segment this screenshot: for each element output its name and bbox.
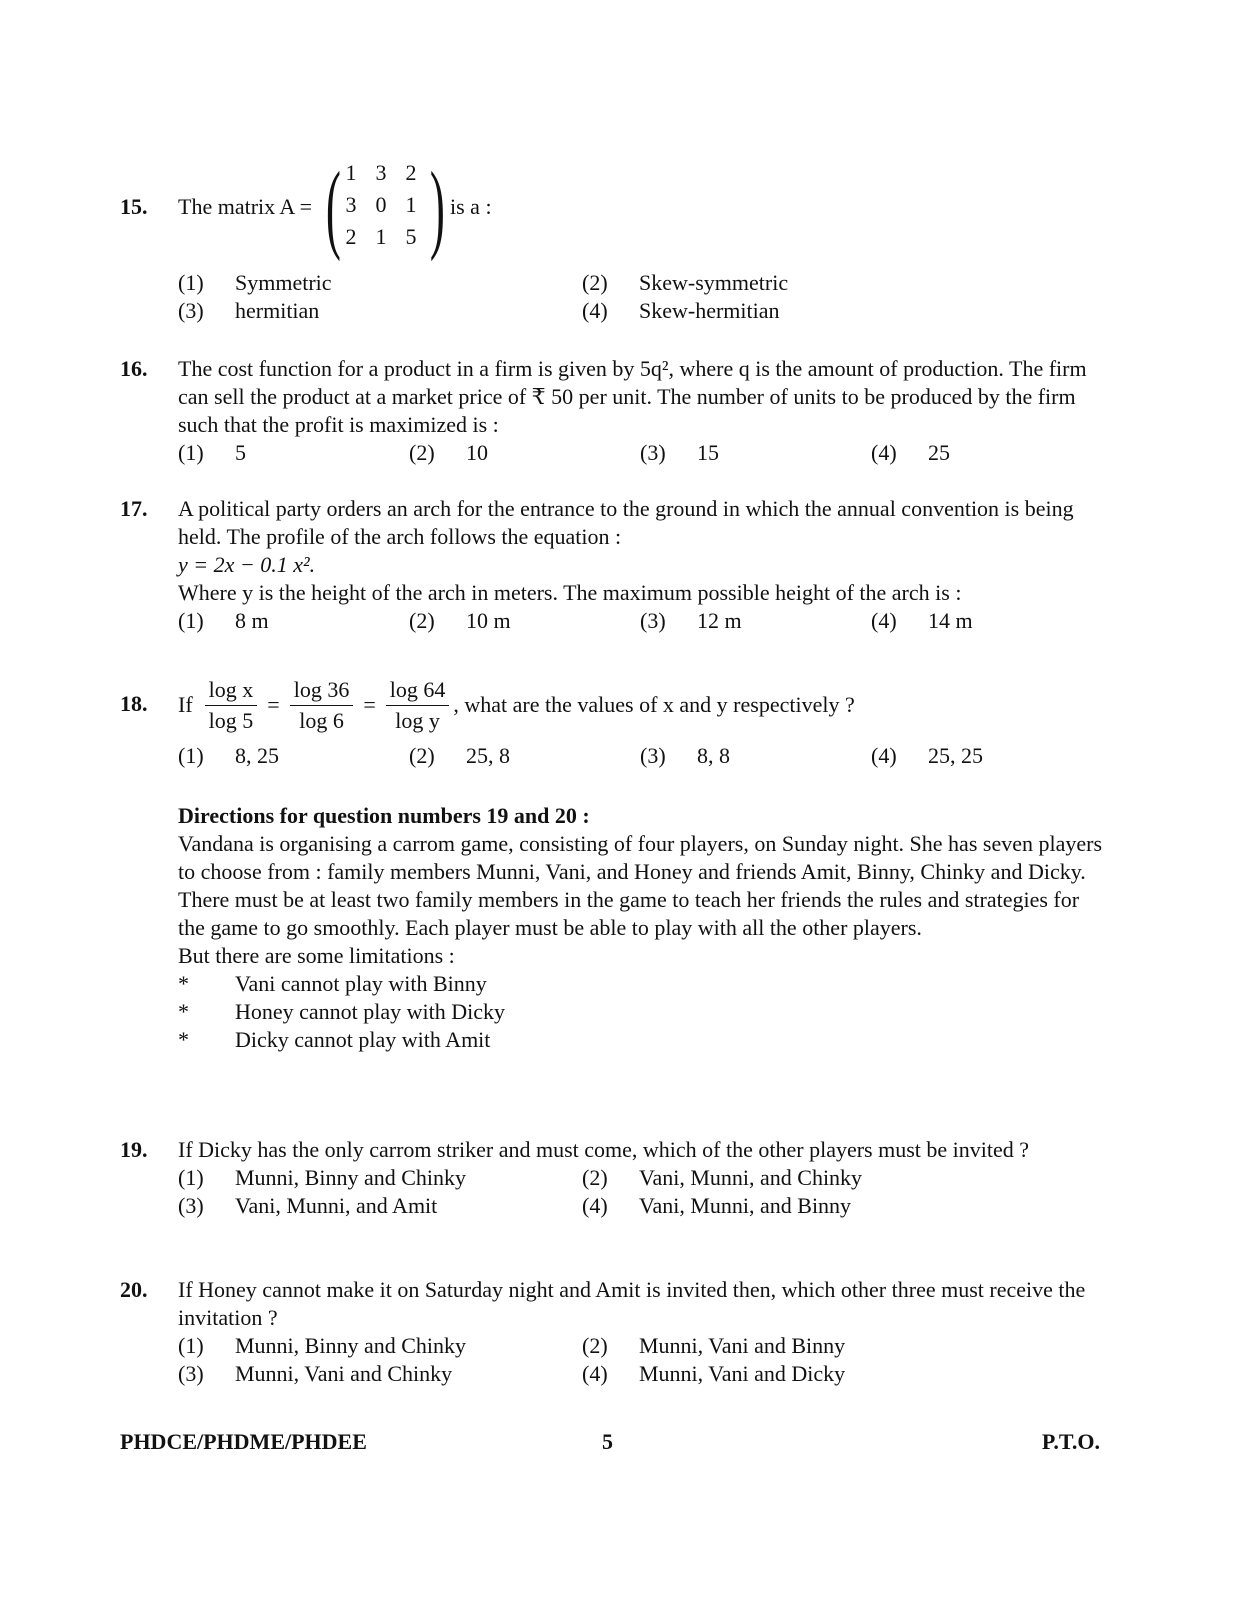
option-4[interactable]: (4) Vani, Munni, and Binny <box>582 1193 852 1218</box>
option-1[interactable]: (1) 8 m <box>178 608 269 633</box>
matrix-cell: 3 <box>345 192 357 217</box>
options <box>178 269 1110 325</box>
pto-label: P.T.O. <box>1041 1429 1100 1454</box>
question-tail: , what are the values of x and y respectively ? <box>453 692 855 717</box>
matrix-cell: 2 <box>345 224 357 249</box>
question-17 <box>120 495 1110 635</box>
question-text: If Dicky has the only carrom striker and must come, which of the other players must be invited ? <box>178 1137 1030 1162</box>
option-1[interactable]: (1) Munni, Binny and Chinky <box>178 1165 467 1190</box>
option-3[interactable]: (3) 12 m <box>640 608 742 633</box>
question-20 <box>120 1276 1110 1388</box>
matrix-cell: 3 <box>375 160 387 185</box>
question-16 <box>120 355 1110 467</box>
matrix-grid <box>336 159 426 255</box>
option-3[interactable]: (3) 8, 8 <box>640 743 730 768</box>
matrix-cell: 2 <box>405 160 417 185</box>
option-1[interactable]: (1) 8, 25 <box>178 743 279 768</box>
matrix-cell: 1 <box>375 224 387 249</box>
page-number: 5 <box>602 1429 613 1454</box>
question-18 <box>120 674 1110 770</box>
question-number: 17. <box>120 496 148 521</box>
directions-paragraph-1: Vandana is organising a carrom game, consisting of four players, on Sunday night. She has seven players to choose from : family members Munni, Vani, and Honey and friends Amit, Binny, Chinky and Dicky. <box>178 831 1102 884</box>
option-2[interactable]: (2) Munni, Vani and Binny <box>582 1333 846 1358</box>
option-4[interactable]: (4) 14 m <box>871 608 973 633</box>
directions-heading: Directions for question numbers 19 and 20 : <box>178 803 590 828</box>
options <box>178 1164 1110 1220</box>
option-2[interactable]: (2) 25, 8 <box>409 743 510 768</box>
directions-paragraph-2: There must be at least two family members in the game to teach her friends the rules and strategies for the game to go smoothly. Each player must be able to play with all the other players. <box>178 887 1080 940</box>
fraction-2: $\frac{\log 36}{\log 6}$ <box>290 675 354 736</box>
question-number: 19. <box>120 1137 148 1162</box>
question-stem <box>178 151 1110 262</box>
paper-code: PHDCE/PHDME/PHDEE <box>120 1429 367 1454</box>
options <box>178 1332 1110 1388</box>
equals-sign: = <box>363 692 376 717</box>
matrix-a: ( 1 3 2 3 0 1 2 1 5 ) <box>325 151 445 262</box>
question-number: 15. <box>120 194 148 219</box>
matrix-cell: 1 <box>345 160 357 185</box>
options <box>178 742 1110 770</box>
question-19 <box>120 1136 1110 1220</box>
option-2[interactable]: (2) Skew-symmetric <box>582 270 789 295</box>
option-2[interactable]: (2) 10 m <box>409 608 511 633</box>
list-item: * Vani cannot play with Binny <box>178 971 487 996</box>
list-item: * Dicky cannot play with Amit <box>178 1027 491 1052</box>
option-3[interactable]: (3) Munni, Vani and Chinky <box>178 1361 453 1386</box>
limitations-list <box>178 970 1110 1054</box>
option-3[interactable]: (3) 15 <box>640 440 719 465</box>
question-number: 20. <box>120 1277 148 1302</box>
options <box>178 439 1110 467</box>
equals-sign: = <box>267 692 280 717</box>
directions-paragraph-3: But there are some limitations : <box>178 943 455 968</box>
option-2[interactable]: (2) 10 <box>409 440 488 465</box>
question-text: If Honey cannot make it on Saturday night and Amit is invited then, which other three must receive the invitation ? <box>178 1277 1086 1330</box>
option-1[interactable]: (1) Symmetric <box>178 270 332 295</box>
option-3[interactable]: (3) Vani, Munni, and Amit <box>178 1193 438 1218</box>
option-2[interactable]: (2) Vani, Munni, and Chinky <box>582 1165 863 1190</box>
matrix-cell: 0 <box>375 192 387 217</box>
option-4[interactable]: (4) 25 <box>871 440 950 465</box>
matrix-tail-text: is a : <box>450 194 492 219</box>
option-1[interactable]: (1) 5 <box>178 440 246 465</box>
question-number: 18. <box>120 691 148 716</box>
directions-block <box>120 802 1110 1054</box>
options <box>178 607 1110 635</box>
question-number: 16. <box>120 356 148 381</box>
question-text-2: Where y is the height of the arch in meters. The maximum possible height of the arch is : <box>178 580 962 605</box>
matrix-cell: 5 <box>405 224 417 249</box>
equation: y = 2x − 0.1 x². <box>178 552 316 577</box>
list-item: * Honey cannot play with Dicky <box>178 999 506 1024</box>
question-stem <box>178 674 1110 736</box>
option-4[interactable]: (4) Munni, Vani and Dicky <box>582 1361 846 1386</box>
option-4[interactable]: (4) Skew-hermitian <box>582 298 780 323</box>
option-4[interactable]: (4) 25, 25 <box>871 743 983 768</box>
option-1[interactable]: (1) Munni, Binny and Chinky <box>178 1333 467 1358</box>
if-text: If <box>178 692 193 717</box>
fraction-3: $\frac{\log 64}{\text{log y}}$ <box>386 675 450 736</box>
question-15 <box>120 151 1110 325</box>
matrix-lead-text: The matrix A = <box>178 194 312 219</box>
question-text: The cost function for a product in a firm is given by 5q², where q is the amount of production. The firm can sell the product at a market price of ₹ 50 per unit. The number of units to be produced by the firm such that the profit is maximized is : <box>178 356 1087 437</box>
matrix-cell: 1 <box>405 192 417 217</box>
fraction-1: $\frac{\text{log x}}{\log 5}$ <box>205 675 258 736</box>
question-text: A political party orders an arch for the entrance to the ground in which the annual convention is being held. The profile of the arch follows the equation : <box>178 496 1074 549</box>
option-3[interactable]: (3) hermitian <box>178 298 320 323</box>
